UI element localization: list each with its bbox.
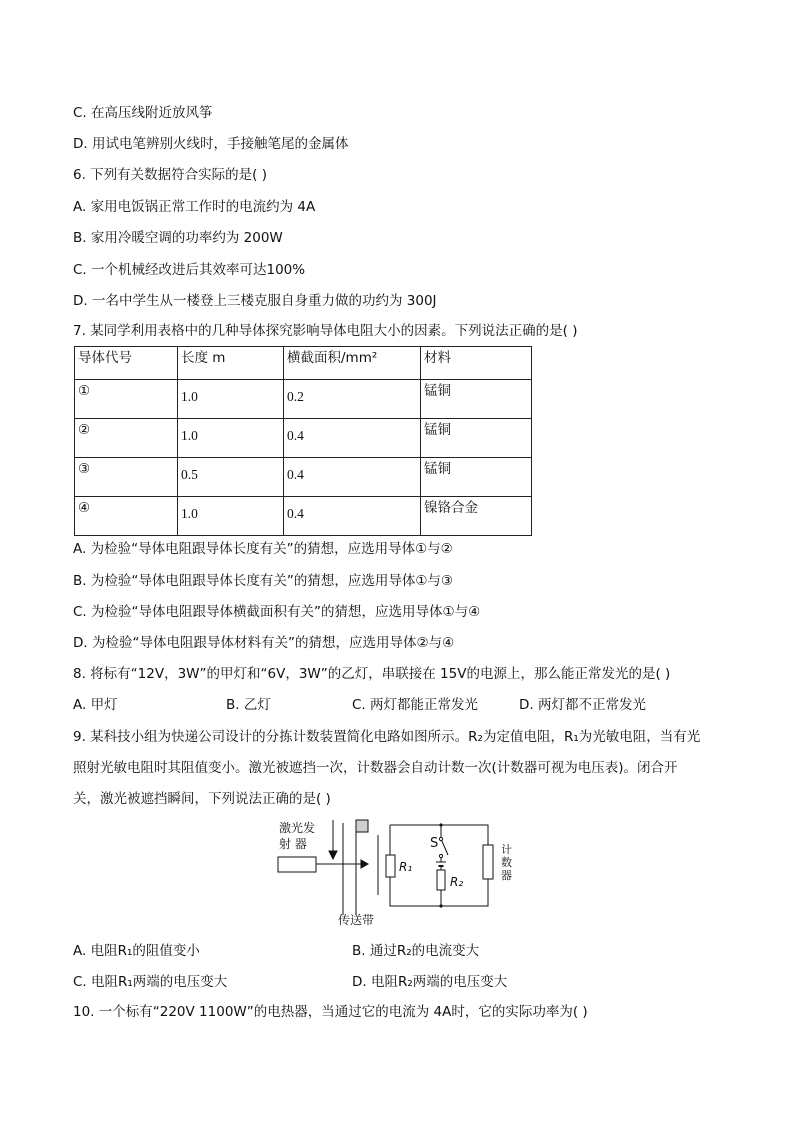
- conductor-table: [74, 346, 532, 536]
- emitter-label-line-1: 激光发: [279, 821, 316, 835]
- belt-label: 传送带: [338, 913, 375, 927]
- q5-option-c: C. 在高压线附近放风筝: [73, 105, 213, 121]
- counting-circuit-diagram: [270, 815, 530, 930]
- table-row: [75, 458, 532, 497]
- q9-option-a: A. 电阻R₁的阻值变小: [73, 943, 200, 959]
- question-9-line-2: 照射光敏电阻时其阻值变小。激光被遮挡一次，计数器会自动计数一次(计数器可视为电压表)。闭合开: [73, 760, 678, 776]
- table-cell: 0.4: [284, 458, 421, 497]
- q5-option-d: D. 用试电笔辨别火线时，手接触笔尾的金属体: [73, 136, 349, 152]
- counter-box: [483, 845, 493, 879]
- table-header: 导体代号: [75, 347, 178, 380]
- counter-label-char: 数: [501, 856, 512, 869]
- q7-option-d: D. 为检验“导体电阻跟导体材料有关”的猜想，应选用导体②与④: [73, 635, 455, 651]
- table-cell: 0.4: [284, 497, 421, 536]
- table-row: [75, 419, 532, 458]
- table-cell: ③: [75, 458, 178, 497]
- table-cell: 0.4: [284, 419, 421, 458]
- q6-option-c: C. 一个机械经改进后其效率可达100%: [73, 262, 306, 278]
- counter-label-char: 器: [501, 869, 512, 882]
- q6-option-a: A. 家用电饭锅正常工作时的电流约为 4A: [73, 199, 316, 215]
- table-header: 长度 m: [178, 347, 284, 380]
- table-cell: ④: [75, 497, 178, 536]
- q6-option-b: B. 家用冷暖空调的功率约为 200W: [73, 230, 283, 246]
- table-cell: 1.0: [178, 419, 284, 458]
- table-cell: 锰铜: [421, 458, 532, 497]
- emitter-label-line-2: 射 器: [279, 837, 307, 851]
- q8-option-b: B. 乙灯: [226, 697, 271, 713]
- question-6: 6. 下列有关数据符合实际的是( ): [73, 167, 267, 183]
- question-9-line-3: 关，激光被遮挡瞬间，下列说法正确的是( ): [73, 791, 331, 807]
- q8-option-a: A. 甲灯: [73, 697, 118, 713]
- package-square: [356, 820, 368, 832]
- r2-label: R₂: [450, 875, 464, 889]
- table-cell: ②: [75, 419, 178, 458]
- table-row: [75, 497, 532, 536]
- table-header: 材料: [421, 347, 532, 380]
- table-cell: 1.0: [178, 497, 284, 536]
- q8-option-d: D. 两灯都不正常发光: [519, 697, 646, 713]
- question-7: 7. 某同学利用表格中的几种导体探究影响导体电阻大小的因素。下列说法正确的是( ): [73, 323, 578, 339]
- q7-option-c: C. 为检验“导体电阻跟导体横截面积有关”的猜想，应选用导体①与④: [73, 604, 481, 620]
- table-cell: 0.5: [178, 458, 284, 497]
- laser-emitter-box: [278, 857, 316, 872]
- question-10: 10. 一个标有“220V 1100W”的电热器，当通过它的电流为 4A时，它的实际功率为( ): [73, 1004, 588, 1020]
- table-cell: 锰铜: [421, 380, 532, 419]
- counter-label-char: 计: [501, 843, 512, 856]
- r1-label: R₁: [399, 860, 413, 874]
- table-row: [75, 380, 532, 419]
- table-cell: 0.2: [284, 380, 421, 419]
- q9-option-c: C. 电阻R₁两端的电压变大: [73, 974, 228, 990]
- q6-option-d: D. 一名中学生从一楼登上三楼克服自身重力做的功约为 300J: [73, 293, 437, 309]
- q7-option-b: B. 为检验“导体电阻跟导体长度有关”的猜想，应选用导体①与③: [73, 573, 454, 589]
- question-8: 8. 将标有“12V，3W”的甲灯和“6V，3W”的乙灯，串联接在 15V的电源上，那么能正常发光的是( ): [73, 666, 671, 682]
- table-cell: 1.0: [178, 380, 284, 419]
- q9-option-d: D. 电阻R₂两端的电压变大: [352, 974, 508, 990]
- table-cell: 镍铬合金: [421, 497, 532, 536]
- r2-resistor: [437, 870, 445, 890]
- q8-option-c: C. 两灯都能正常发光: [352, 697, 479, 713]
- table-cell: 锰铜: [421, 419, 532, 458]
- q9-option-b: B. 通过R₂的电流变大: [352, 943, 480, 959]
- question-9-line-1: 9. 某科技小组为快递公司设计的分拣计数装置简化电路如图所示。R₂为定值电阻，R₁为光敏电阻，当有光: [73, 729, 701, 745]
- r1-resistor: [386, 855, 395, 877]
- table-cell: ①: [75, 380, 178, 419]
- table-header: 横截面积/mm²: [284, 347, 421, 380]
- q7-option-a: A. 为检验“导体电阻跟导体长度有关”的猜想，应选用导体①与②: [73, 541, 453, 557]
- switch-label: S: [430, 836, 439, 851]
- table-header-row: [75, 347, 532, 380]
